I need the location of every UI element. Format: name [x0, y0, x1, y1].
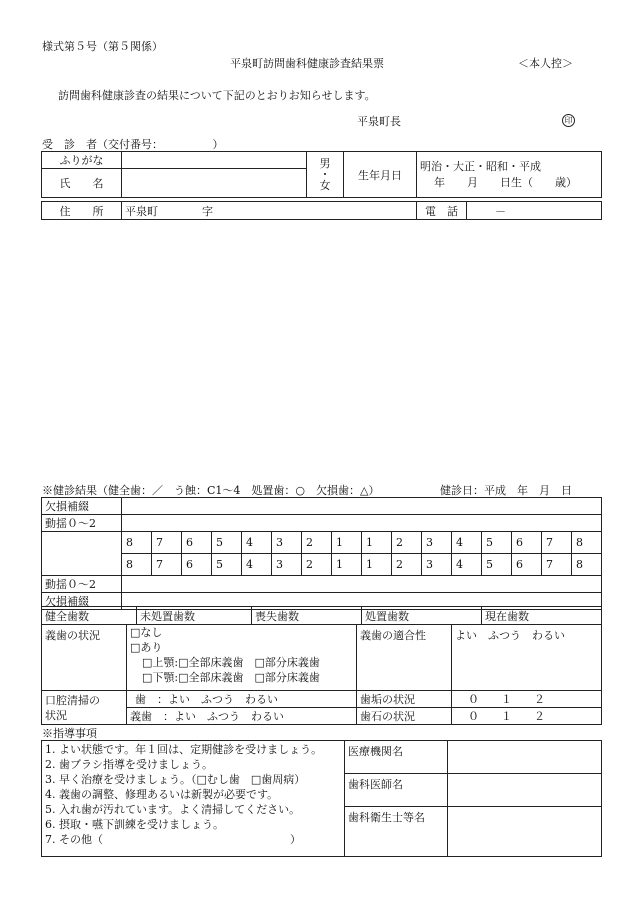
- present-count[interactable]: 現在歯数: [482, 607, 602, 625]
- guidance-items: [42, 741, 345, 857]
- patient-info-table: [41, 151, 602, 198]
- denture-table: [41, 624, 602, 725]
- guidance-header: ※指導事項: [42, 727, 97, 740]
- tooth-upper-l7[interactable]: 7: [542, 532, 572, 554]
- dental-chart: [41, 497, 602, 610]
- doctor-label: 歯科医師名: [345, 774, 448, 807]
- name-field[interactable]: [122, 169, 307, 198]
- mobility-bottom-label: 動揺０～2: [42, 576, 122, 593]
- treated-count[interactable]: 処置歯数: [362, 607, 482, 625]
- tooth-lower-r4[interactable]: 4: [242, 554, 272, 576]
- tooth-upper-l4[interactable]: 4: [452, 532, 482, 554]
- address-table: [41, 201, 602, 220]
- guidance-item-4[interactable]: 4. 義歯の調整、修理あるいは新製が必要です。: [45, 788, 279, 801]
- tooth-lower-r3[interactable]: 3: [272, 554, 302, 576]
- institution-label: 医療機関名: [345, 741, 448, 774]
- hygienist-field[interactable]: [448, 807, 602, 857]
- guidance-item-3[interactable]: 3. 早く治療を受けましょう。（□むし歯 □歯周病）: [45, 773, 306, 786]
- tooth-upper-r8[interactable]: 8: [122, 532, 152, 554]
- patient-section-label: 受 診 者（交付番号： ）: [42, 138, 224, 151]
- plaque-scale[interactable]: ０ １ ２: [452, 691, 602, 708]
- tooth-upper-l3[interactable]: 3: [422, 532, 452, 554]
- denture-fit-options[interactable]: よい ふつう わるい: [452, 625, 602, 691]
- furigana-label: ふりがな: [42, 152, 122, 169]
- sex-dot: ・: [319, 168, 331, 181]
- tooth-lower-r5[interactable]: 5: [212, 554, 242, 576]
- tooth-chart-spacer: [42, 532, 122, 576]
- guidance-item-5[interactable]: 5. 入れ歯が汚れています。よく清掃してください。: [45, 803, 301, 816]
- form-number: 様式第５号（第５関係）: [42, 40, 163, 53]
- tooth-upper-r5[interactable]: 5: [212, 532, 242, 554]
- missing-top-label: 欠損補綴: [42, 498, 122, 515]
- guidance-item-2[interactable]: 2. 歯ブラシ指導を受けましょう。: [45, 758, 213, 771]
- tooth-lower-l6[interactable]: 6: [512, 554, 542, 576]
- lost-count[interactable]: 喪失歯数: [252, 607, 362, 625]
- dob-fields: 年 月 日生（ 歳）: [434, 175, 577, 189]
- missing-bottom-label: 欠損補綴: [42, 593, 122, 610]
- denture-upper-options[interactable]: □上顎:□全部床義歯 □部分床義歯: [142, 656, 320, 669]
- denture-cleaning-options[interactable]: 義歯 ：よい ふつう わるい: [127, 708, 357, 725]
- tooth-lower-r7[interactable]: 7: [152, 554, 182, 576]
- guidance-item-7[interactable]: 7. その他（ ）: [45, 833, 301, 846]
- institution-field[interactable]: [448, 741, 602, 774]
- phone-label: 電 話: [417, 202, 467, 220]
- exam-date: 健診日：平成 年 月 日: [440, 484, 572, 497]
- doctor-field[interactable]: [448, 774, 602, 807]
- tooth-lower-l2[interactable]: 2: [392, 554, 422, 576]
- issuer: 平泉町長: [357, 115, 401, 128]
- mobility-bottom-field[interactable]: [122, 576, 602, 593]
- tooth-lower-l3[interactable]: 3: [422, 554, 452, 576]
- tooth-lower-l7[interactable]: 7: [542, 554, 572, 576]
- mobility-top-label: 動揺０～2: [42, 515, 122, 532]
- era-options: 明治・大正・昭和・平成: [420, 159, 541, 173]
- tooth-upper-r2[interactable]: 2: [302, 532, 332, 554]
- denture-yes-checkbox[interactable]: □あり: [130, 641, 163, 654]
- tooth-upper-l1[interactable]: 1: [362, 532, 392, 554]
- tooth-upper-l6[interactable]: 6: [512, 532, 542, 554]
- calculus-label: 歯石の状況: [357, 708, 452, 725]
- results-header: ※健診結果（健全歯：／ う蝕：C1～4 処置歯：○ 欠損歯：△）: [42, 484, 380, 497]
- oral-cleaning-label: [42, 691, 127, 725]
- teeth-cleaning-options[interactable]: 歯 ：よい ふつう わるい: [127, 691, 357, 708]
- tooth-lower-r6[interactable]: 6: [182, 554, 212, 576]
- denture-lower-options[interactable]: □下顎:□全部床義歯 □部分床義歯: [142, 671, 320, 684]
- tooth-upper-l2[interactable]: 2: [392, 532, 422, 554]
- tooth-lower-r2[interactable]: 2: [302, 554, 332, 576]
- denture-label: 義歯の状況: [42, 625, 127, 691]
- plaque-label: 歯垢の状況: [357, 691, 452, 708]
- tooth-lower-l8[interactable]: 8: [572, 554, 602, 576]
- denture-none-checkbox[interactable]: □なし: [130, 626, 163, 639]
- tooth-lower-l5[interactable]: 5: [482, 554, 512, 576]
- intro-text: 訪問歯科健康診査の結果について下記のとおりお知らせします。: [58, 89, 376, 102]
- tooth-upper-r1[interactable]: 1: [332, 532, 362, 554]
- address-field[interactable]: 平泉町 字: [122, 202, 417, 220]
- document-title: 平泉町訪問歯科健康診査結果票: [230, 57, 384, 70]
- tooth-lower-l4[interactable]: 4: [452, 554, 482, 576]
- tooth-upper-l8[interactable]: 8: [572, 532, 602, 554]
- hygienist-label: 歯科衛生士等名: [345, 807, 448, 857]
- calculus-scale[interactable]: ０ １ ２: [452, 708, 602, 725]
- sex-field[interactable]: [307, 152, 344, 198]
- tooth-upper-r3[interactable]: 3: [272, 532, 302, 554]
- guidance-table: [41, 740, 602, 857]
- missing-top-field[interactable]: [122, 498, 602, 515]
- mobility-top-field[interactable]: [122, 515, 602, 532]
- tooth-upper-r4[interactable]: 4: [242, 532, 272, 554]
- oral-cleaning-label-2: 状況: [45, 708, 67, 722]
- tooth-upper-r7[interactable]: 7: [152, 532, 182, 554]
- oral-cleaning-label-1: 口腔清掃の: [45, 693, 100, 707]
- healthy-count[interactable]: 健全歯数: [42, 607, 137, 625]
- denture-options: [127, 625, 357, 691]
- seal-icon: 印: [562, 114, 575, 127]
- denture-fit-label: 義歯の適合性: [357, 625, 452, 691]
- guidance-item-6[interactable]: 6. 摂取・嚥下訓練を受けましょう。: [45, 818, 224, 831]
- tooth-lower-r1[interactable]: 1: [332, 554, 362, 576]
- sex-female: 女: [319, 179, 331, 192]
- address-label: 住 所: [42, 202, 122, 220]
- furigana-field[interactable]: [122, 152, 307, 169]
- tooth-counts-table: [41, 606, 602, 625]
- tooth-lower-l1[interactable]: 1: [362, 554, 392, 576]
- phone-field[interactable]: －: [467, 202, 602, 220]
- untreated-count[interactable]: 未処置歯数: [137, 607, 252, 625]
- guidance-item-1[interactable]: 1. よい状態です。年１回は、定期健診を受けましょう。: [45, 743, 323, 756]
- dob-field[interactable]: [417, 152, 602, 198]
- sex-male: 男: [319, 157, 331, 170]
- dob-label: 生年月日: [344, 152, 417, 198]
- copy-label: ＜本人控＞: [518, 57, 573, 70]
- tooth-upper-l5[interactable]: 5: [482, 532, 512, 554]
- tooth-upper-r6[interactable]: 6: [182, 532, 212, 554]
- tooth-lower-r8[interactable]: 8: [122, 554, 152, 576]
- name-label: 氏 名: [42, 169, 122, 198]
